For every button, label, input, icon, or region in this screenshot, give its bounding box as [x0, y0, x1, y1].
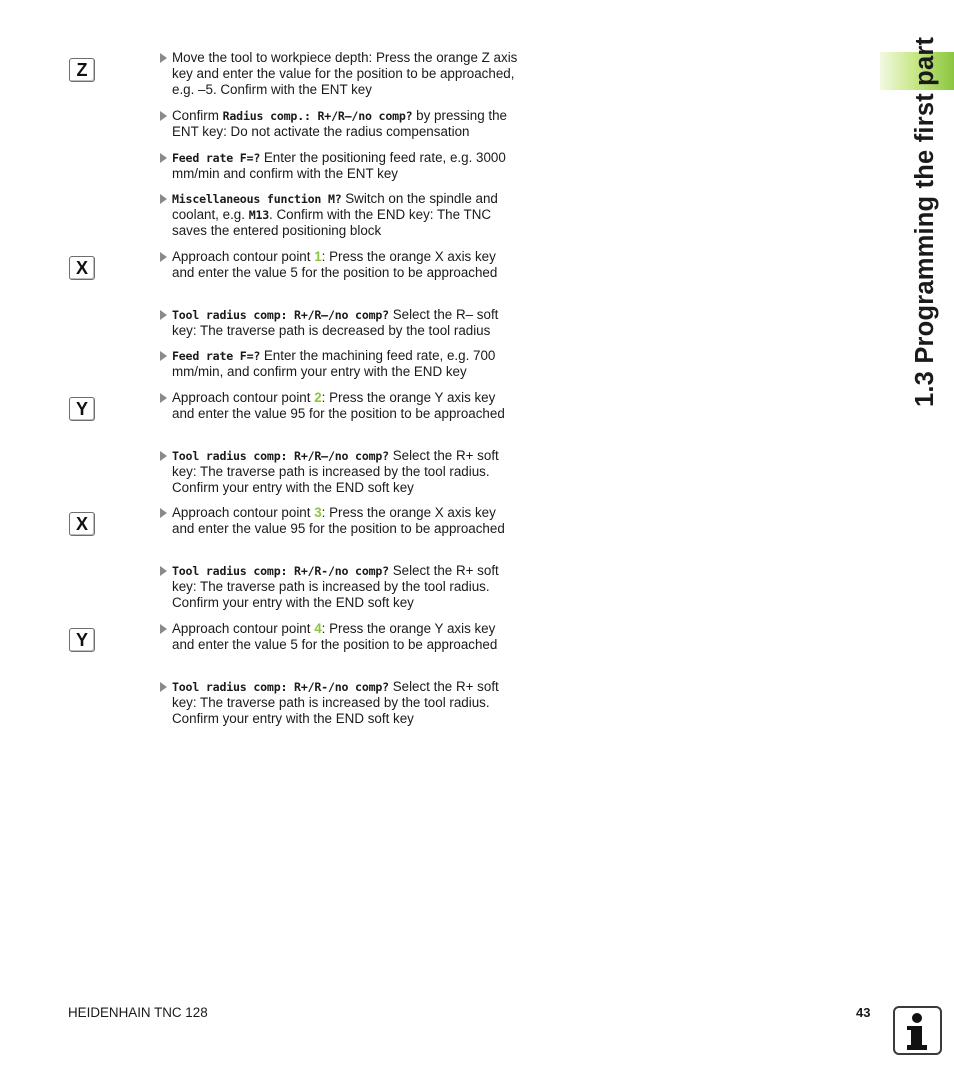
- dialog-prompt: Miscellaneous function M?: [172, 192, 342, 206]
- dialog-prompt: Feed rate F=?: [172, 349, 261, 363]
- section-title: 1.3 Programming the first part: [911, 36, 939, 407]
- bullet-arrow-icon: [160, 252, 167, 262]
- step-text: Approach contour point: [172, 390, 315, 405]
- dialog-prompt: Tool radius comp: R+/R-/no comp?: [172, 680, 389, 694]
- bullet-arrow-icon: [160, 111, 167, 121]
- bullet-arrow-icon: [160, 682, 167, 692]
- step-text: Approach contour point: [172, 621, 315, 636]
- info-icon: [893, 1006, 942, 1055]
- y-axis-key-icon: Y: [69, 397, 95, 421]
- dialog-prompt: Tool radius comp: R+/R–/no comp?: [172, 308, 389, 322]
- step-item: [160, 307, 520, 339]
- step-item: [160, 150, 520, 182]
- step-item: [160, 191, 520, 239]
- contour-point-number: 1: [314, 249, 322, 264]
- bullet-arrow-icon: [160, 624, 167, 634]
- dialog-prompt: Tool radius comp: R+/R-/no comp?: [172, 564, 389, 578]
- step-text: Select the R+ soft key: The traverse path is increased by the tool radius. Confirm your entry with the END soft key: [172, 679, 499, 726]
- bullet-arrow-icon: [160, 351, 167, 361]
- bullet-arrow-icon: [160, 53, 167, 63]
- step-text: . Confirm with the END key: The TNC saves the entered positioning block: [172, 207, 492, 238]
- step-text: : Press the orange Y axis key and enter the value 5 for the position to be approached: [172, 621, 498, 652]
- bullet-arrow-icon: [160, 393, 167, 403]
- bullet-arrow-icon: [160, 310, 167, 320]
- dialog-prompt: Feed rate F=?: [172, 151, 261, 165]
- step-text: Switch on the spindle and coolant, e.g.: [172, 191, 498, 222]
- step-item: [160, 679, 520, 727]
- step-text: Select the R+ soft key: The traverse path is increased by the tool radius. Confirm your entry with the END soft key: [172, 448, 499, 495]
- step-text: Select the R– soft key: The traverse path is decreased by the tool radius: [172, 307, 499, 338]
- section-title-vertical: [880, 36, 940, 422]
- step-item: [160, 390, 520, 422]
- bullet-arrow-icon: [160, 566, 167, 576]
- bullet-arrow-icon: [160, 508, 167, 518]
- step-text: Enter the machining feed rate, e.g. 700 mm/min, and confirm your entry with the END key: [172, 348, 496, 379]
- step-text: Enter the positioning feed rate, e.g. 3000 mm/min and confirm with the ENT key: [172, 150, 506, 181]
- step-text: : Press the orange X axis key and enter the value 95 for the position to be approached: [172, 505, 505, 536]
- z-axis-key-icon: Z: [69, 58, 95, 82]
- contour-point-number: 2: [314, 390, 322, 405]
- bullet-arrow-icon: [160, 451, 167, 461]
- step-item: [160, 621, 520, 653]
- step-text: : Press the orange Y axis key and enter the value 95 for the position to be approached: [172, 390, 505, 421]
- step-item: [160, 50, 520, 98]
- bullet-arrow-icon: [160, 194, 167, 204]
- step-text: Move the tool to workpiece depth: Press the orange Z axis key and enter the value for the position to be approached, e.g. –5. Confirm with the ENT key: [172, 50, 518, 97]
- x-axis-key-icon: X: [69, 512, 95, 536]
- step-item: [160, 348, 520, 380]
- manual-name: HEIDENHAIN TNC 128: [68, 1005, 208, 1020]
- step-text: : Press the orange X axis key and enter the value 5 for the position to be approached: [172, 249, 498, 280]
- dialog-prompt: Tool radius comp: R+/R–/no comp?: [172, 449, 389, 463]
- step-text: Confirm: [172, 108, 223, 123]
- y-axis-key-icon: Y: [69, 628, 95, 652]
- step-item: [160, 563, 520, 611]
- step-item: [160, 108, 520, 140]
- dialog-prompt: Radius comp.: R+/R–/no comp?: [222, 109, 413, 123]
- step-item: [160, 448, 520, 496]
- m-function-code: M13: [248, 208, 270, 222]
- step-item: [160, 505, 520, 537]
- x-axis-key-icon: X: [69, 256, 95, 280]
- contour-point-number: 4: [314, 621, 322, 636]
- step-text: Approach contour point: [172, 505, 315, 520]
- step-item: [160, 249, 520, 281]
- page-number: 43: [856, 1005, 871, 1020]
- step-text: by pressing the ENT key: Do not activate the radius compensation: [172, 108, 507, 139]
- step-text: Approach contour point: [172, 249, 315, 264]
- bullet-arrow-icon: [160, 153, 167, 163]
- contour-point-number: 3: [314, 505, 322, 520]
- step-text: Select the R+ soft key: The traverse path is increased by the tool radius. Confirm your entry with the END soft key: [172, 563, 499, 610]
